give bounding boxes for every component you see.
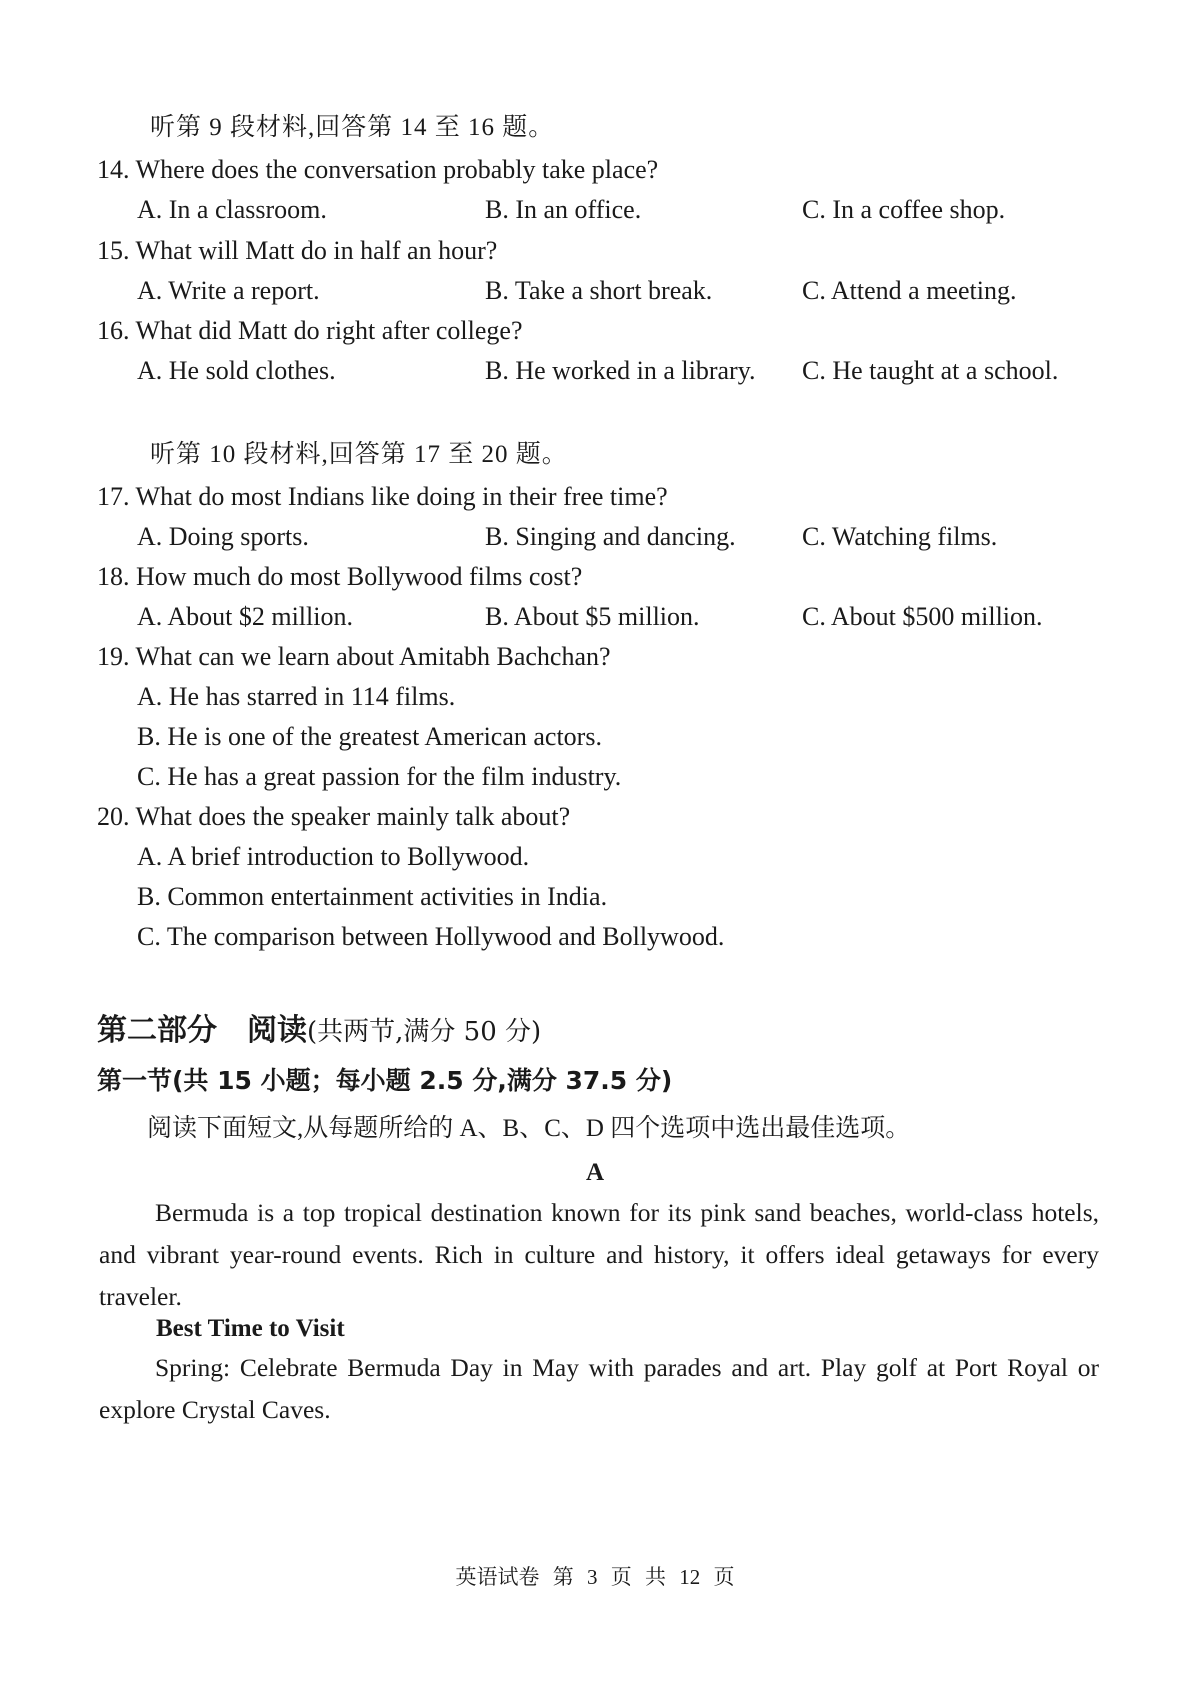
section-9-intro: 听第 9 段材料,回答第 14 至 16 题。	[150, 114, 555, 141]
question-20-stem: 20. What does the speaker mainly talk about?	[97, 802, 571, 831]
part-2-heading	[97, 1012, 541, 1051]
question-17-option-b: B. Singing and dancing.	[485, 522, 736, 551]
question-14-option-a: A. In a classroom.	[137, 195, 327, 224]
section-10-intro: 听第 10 段材料,回答第 17 至 20 题。	[150, 441, 568, 468]
question-20-option-a: A. A brief introduction to Bollywood.	[137, 842, 530, 871]
question-18-option-b: B. About $5 million.	[485, 602, 700, 631]
question-15-option-a: A. Write a report.	[137, 276, 320, 305]
question-14-stem: 14. Where does the conversation probably take place?	[97, 155, 659, 184]
question-14-option-b: B. In an office.	[485, 195, 642, 224]
question-20-option-b: B. Common entertainment activities in India.	[137, 882, 608, 911]
question-16-option-b: B. He worked in a library.	[485, 356, 756, 385]
passage-paragraph-intro: Bermuda is a top tropical destination known for its pink sand beaches, world-class hotels, and vibrant year-round events. Rich in culture and history, it offers ideal getaways for every traveler.	[99, 1198, 1099, 1311]
question-16-stem: 16. What did Matt do right after college?	[97, 316, 523, 345]
question-17-option-c: C. Watching films.	[802, 522, 998, 551]
question-14-option-c: C. In a coffee shop.	[802, 195, 1006, 224]
question-16-option-a: A. He sold clothes.	[137, 356, 336, 385]
question-17-stem: 17. What do most Indians like doing in their free time?	[97, 482, 668, 511]
question-19-option-a: A. He has starred in 114 films.	[137, 682, 456, 711]
question-18-option-c: C. About $500 million.	[802, 602, 1043, 631]
page-footer: 英语试卷 第 3 页 共 12 页	[455, 1565, 735, 1589]
reading-instruction: 阅读下面短文,从每题所给的 A、B、C、D 四个选项中选出最佳选项。	[147, 1115, 911, 1142]
question-18-stem: 18. How much do most Bollywood films cost?	[97, 562, 583, 591]
passage-title: A	[585, 1159, 605, 1186]
question-18-option-a: A. About $2 million.	[137, 602, 353, 631]
part-2-heading-main: 第二部分 阅读	[97, 1013, 307, 1048]
question-15-option-b: B. Take a short break.	[485, 276, 713, 305]
question-19-option-c: C. He has a great passion for the film industry.	[137, 762, 622, 791]
question-15-option-c: C. Attend a meeting.	[802, 276, 1017, 305]
section-1-heading: 第一节(共 15 小题；每小题 2.5 分,满分 37.5 分)	[97, 1066, 673, 1095]
question-19-stem: 19. What can we learn about Amitabh Bachchan?	[97, 642, 611, 671]
part-2-heading-rest: (共两节,满分 50 分)	[307, 1017, 542, 1047]
question-15-stem: 15. What will Matt do in half an hour?	[97, 236, 498, 265]
question-16-option-c: C. He taught at a school.	[802, 356, 1059, 385]
best-time-heading: Best Time to Visit	[156, 1315, 345, 1342]
question-19-option-b: B. He is one of the greatest American actors.	[137, 722, 602, 751]
passage-paragraph-spring: Spring: Celebrate Bermuda Day in May with parades and art. Play golf at Port Royal or explore Crystal Caves.	[99, 1353, 1099, 1424]
question-17-option-a: A. Doing sports.	[137, 522, 309, 551]
question-20-option-c: C. The comparison between Hollywood and Bollywood.	[137, 922, 725, 951]
